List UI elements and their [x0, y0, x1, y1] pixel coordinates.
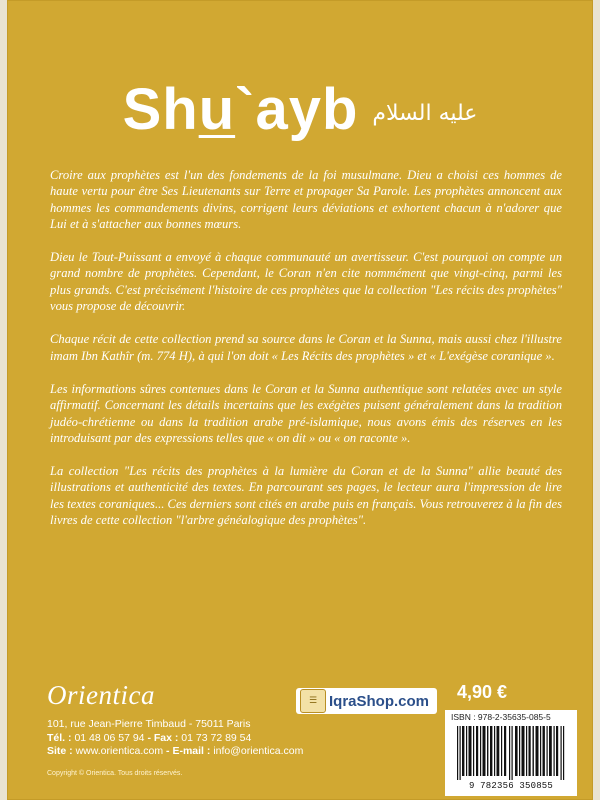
blurb-text — [50, 167, 562, 545]
cover-footer — [7, 670, 593, 800]
blurb-paragraph-3: Chaque récit de cette collection prend sa source dans le Coran et la Sunna, mais aussi chez l'illustre imam Ibn Kathîr (m. 774 H), à qui l'on doit « Les Récits des prophètes » et « L'exégèse coranique ». — [50, 332, 562, 363]
tel-label: Tél. : — [47, 731, 72, 744]
title-part-2: u — [198, 77, 236, 142]
title-block — [7, 76, 593, 143]
web-line — [47, 745, 303, 759]
publisher-logo: Orientica — [47, 680, 155, 710]
title-part-3: `ayb — [235, 77, 359, 142]
phone-line — [47, 732, 303, 746]
isbn-number: ISBN : 978-2-35635-085-5 — [451, 712, 551, 722]
blurb-paragraph-1: Croire aux prophètes est l'un des fondements de la foi musulmane. Dieu a choisi ces hommes de haute vertu pour être Ses Lieutenants sur Terre et propager Sa Parole. Les prophètes annoncent aux hommes les commandements divins, corrigent leurs déviations et exhortent chacun à n'adorer que Lui et à s'attacher aux bonnes mœurs. — [50, 168, 562, 231]
book-title — [123, 76, 359, 143]
shop-badge — [296, 688, 437, 714]
blurb-paragraph-4: Les informations sûres contenues dans le Coran et la Sunna authentique sont relatées avec un style affirmatif. Concernant les détails incertains que les exégètes puisent généralement dans la tradition judéo-chrétienne ou dans la tradition arabe pré-islamique, nous avons émis des réserves en les introduisant par des expressions telles que « on dit » ou « on raconte ». — [50, 381, 562, 445]
publisher-contact — [47, 718, 303, 759]
price-label: 4,90 € — [457, 682, 508, 702]
arabic-honorific: عليه السلام — [372, 101, 478, 126]
tel-number: 01 48 06 57 94 — [74, 731, 145, 744]
book-shop-icon: ☰ — [300, 689, 326, 713]
site-link[interactable]: www.orientica.com — [75, 745, 164, 757]
site-label: Site : — [47, 745, 73, 757]
fax-label: - Fax : — [147, 731, 179, 744]
copyright-notice: Copyright © Orientica. Tous droits réservés. — [47, 770, 183, 777]
back-cover — [7, 0, 593, 800]
barcode-panel — [445, 710, 577, 796]
barcode-icon — [455, 726, 567, 780]
email-label: - E-mail : — [166, 745, 211, 757]
fax-number: 01 73 72 89 54 — [181, 731, 252, 744]
publisher-address: 101, rue Jean-Pierre Timbaud - 75011 Paris — [47, 718, 251, 730]
email-link[interactable]: info@orientica.com — [213, 745, 304, 757]
blurb-paragraph-5: La collection "Les récits des prophètes à la lumière du Coran et de la Sunna" allie beauté des illustrations et authenticité des textes. En parcourant ses pages, le lecteur aura l'impression de lire les textes coraniques... Ces derniers sont cités en arabe puis en français. Vous retrouverez à la fin des livres de cette collection "l'arbre généalogique des prophètes". — [50, 464, 562, 528]
title-part-1: Sh — [122, 77, 199, 142]
blurb-paragraph-2: Dieu le Tout-Puissant a envoyé à chaque communauté un avertisseur. C'est pourquoi on compte un grand nombre de prophètes. Cependant, le Coran n'en cite nommément que vingt-cinq, parmi les plus grands. C'est précisément l'histoire de ces prophètes que la collection "Les récits des prophètes" vous propose de découvrir. — [50, 250, 562, 314]
shop-name: IqraShop.com — [329, 692, 430, 710]
barcode-digits: 9 782356 350855 — [468, 781, 553, 791]
